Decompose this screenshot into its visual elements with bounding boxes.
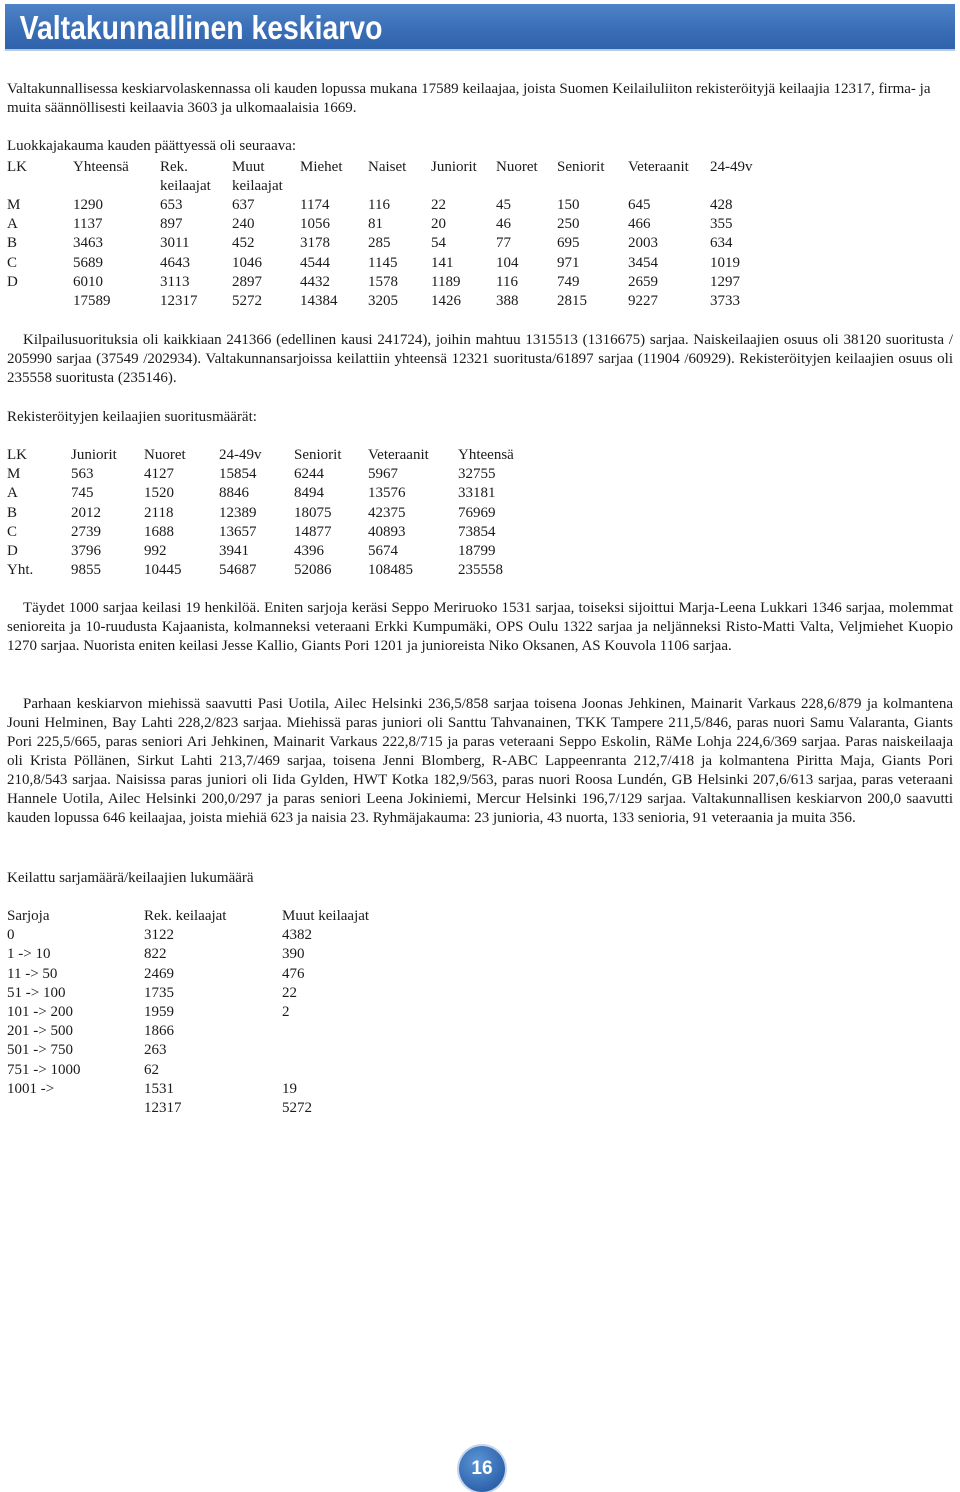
- column-header: Seniorit: [294, 447, 342, 463]
- table-cell: 1019: [710, 254, 740, 271]
- table-cell: 452: [232, 235, 255, 252]
- table-cell: 634: [710, 235, 733, 252]
- table-cell: B: [7, 235, 18, 252]
- table-cell: 141: [431, 254, 454, 271]
- table-cell: 637: [232, 197, 255, 213]
- registered-performances-heading: Rekisteröityjen keilaajien suoritusmäärät:: [7, 409, 257, 425]
- table-cell: 4396: [294, 542, 324, 559]
- table-cell: 17589: [73, 292, 111, 309]
- class-distribution-table: [7, 158, 780, 311]
- table-cell: 3454: [628, 254, 658, 271]
- table-cell: 11 -> 50: [7, 965, 58, 982]
- table-cell: 3941: [219, 542, 249, 559]
- series-count-heading: Keilattu sarjamäärä/keilaajien lukumäärä: [7, 870, 254, 886]
- table-row: [7, 504, 538, 523]
- table-row: [7, 561, 538, 580]
- table-cell: D: [7, 542, 18, 559]
- table-row: [7, 1061, 392, 1080]
- table-cell: 51 -> 100: [7, 984, 66, 1001]
- table-cell: 1189: [431, 273, 461, 290]
- table-cell: 971: [557, 254, 580, 271]
- table-cell: 3733: [710, 292, 740, 309]
- table-cell: 285: [368, 235, 391, 252]
- column-header: Seniorit: [557, 159, 605, 175]
- table-cell: 1137: [73, 216, 103, 233]
- column-header: Veteraanit: [368, 447, 429, 463]
- table-cell: 45: [496, 197, 511, 213]
- table-cell: 745: [71, 485, 94, 502]
- table-header-row: [7, 158, 780, 196]
- column-header: Muut keilaajat: [232, 159, 283, 194]
- table-row: [7, 484, 538, 503]
- column-header: 24-49v: [710, 159, 753, 175]
- table-cell: 13576: [368, 485, 406, 502]
- table-cell: 1145: [368, 254, 398, 271]
- table-cell: 822: [144, 946, 167, 963]
- table-cell: A: [7, 485, 18, 502]
- column-header: Juniorit: [431, 159, 477, 175]
- table-row: [7, 965, 392, 984]
- table-cell: 12317: [144, 1099, 182, 1116]
- table-cell: 22: [282, 984, 297, 1001]
- table-cell: 150: [557, 197, 580, 213]
- table-cell: 40893: [368, 523, 406, 540]
- table-cell: 42375: [368, 504, 406, 521]
- table-cell: 653: [160, 197, 183, 213]
- table-cell: 1578: [368, 273, 398, 290]
- table-cell: 1056: [300, 216, 330, 233]
- column-header: LK: [7, 159, 27, 175]
- table-cell: 388: [496, 292, 519, 309]
- table-cell: 22: [431, 197, 446, 213]
- table-cell: 19: [282, 1080, 297, 1097]
- table-cell: C: [7, 523, 18, 540]
- table-cell: 3011: [160, 235, 190, 252]
- table-cell: 15854: [219, 466, 257, 483]
- table-cell: 1959: [144, 1003, 174, 1020]
- table-cell: 12317: [160, 292, 198, 309]
- table-cell: [7, 1099, 144, 1118]
- column-header: Sarjoja: [7, 908, 50, 924]
- table-cell: 1290: [73, 197, 103, 213]
- table-cell: 54687: [219, 562, 257, 579]
- table-header-row: [7, 907, 392, 926]
- table-cell: 1297: [710, 273, 740, 290]
- table-cell: 33181: [458, 485, 496, 502]
- table-cell: 3205: [368, 292, 398, 309]
- table-cell: 1 -> 10: [7, 946, 51, 963]
- table-cell: M: [7, 197, 21, 213]
- table-cell: 749: [557, 273, 580, 290]
- table-cell: 5272: [232, 292, 262, 309]
- table-cell: 108485: [368, 562, 413, 579]
- table-cell: 201 -> 500: [7, 1023, 73, 1040]
- table-cell: 116: [496, 273, 518, 290]
- column-header: Rek. keilaajat: [144, 908, 227, 924]
- column-header: Yhteensä: [458, 447, 514, 463]
- table-row: [7, 292, 780, 311]
- table-cell: 428: [710, 197, 733, 213]
- table-row: [7, 215, 780, 234]
- table-cell: 992: [144, 542, 167, 559]
- table-cell: 46: [496, 216, 511, 233]
- table-cell: 3463: [73, 235, 103, 252]
- column-header: Miehet: [300, 159, 343, 175]
- table-row: [7, 1022, 392, 1041]
- class-distribution-heading: Luokkajakauma kauden päättyessä oli seuraava:: [7, 138, 297, 154]
- table-cell: 2897: [232, 273, 262, 290]
- table-cell: 1046: [232, 254, 262, 271]
- table-row: [7, 465, 538, 484]
- table-cell: 2815: [557, 292, 587, 309]
- table-cell: 2739: [71, 523, 101, 540]
- table-cell: [282, 1041, 392, 1060]
- table-cell: 1426: [431, 292, 461, 309]
- table-cell: 81: [368, 216, 383, 233]
- column-header: Nuoret: [144, 447, 186, 463]
- table-cell: 355: [710, 216, 733, 233]
- table-row: [7, 945, 392, 964]
- table-cell: 62: [144, 1061, 159, 1078]
- table-cell: A: [7, 216, 18, 233]
- table-cell: 695: [557, 235, 580, 252]
- table-cell: 466: [628, 216, 651, 233]
- table-cell: 3113: [160, 273, 190, 290]
- table-cell: 10445: [144, 562, 182, 579]
- table-cell: 2118: [144, 504, 174, 521]
- table-cell: 32755: [458, 466, 496, 483]
- column-header: Juniorit: [71, 447, 117, 463]
- table-cell: 18799: [458, 542, 496, 559]
- table-cell: 1688: [144, 523, 174, 540]
- table-cell: B: [7, 504, 18, 521]
- table-cell: 101 -> 200: [7, 1003, 73, 1020]
- table-header-row: [7, 446, 538, 465]
- table-cell: 1174: [300, 197, 330, 213]
- table-row: [7, 254, 780, 273]
- table-cell: 563: [71, 466, 94, 483]
- table-cell: 5689: [73, 254, 103, 271]
- table-row: [7, 926, 392, 945]
- full-series-paragraph: Täydet 1000 sarjaa keilasi 19 henkilöä. Eniten sarjoja keräsi Seppo Meriruoko 1531 sarjaa, toiseksi sijoittui Marja-Leena Lukkari 1346 sarjaa, molemmat senioreita ja 10-ruudusta Kajaanista, kolmanneksi veteraani Erkki Kumpumäki, OPS Oulu 1322 sarjaa ja neljänneksi Risto-Matti Valta, Veljmiehet Kuopio 1270 sarjaa. Nuorista eniten keilasi Jesse Kallio, Giants Pori 1201 ja junioreista Niko Oksanen, AS Kouvola 1106 sarjaa.: [7, 600, 953, 654]
- column-header: Veteraanit: [628, 159, 689, 175]
- table-cell: 1531: [144, 1080, 174, 1097]
- table-row: [7, 542, 538, 561]
- table-cell: 390: [282, 946, 305, 963]
- table-cell: 3796: [71, 542, 101, 559]
- table-cell: 4127: [144, 466, 174, 483]
- table-cell: 1735: [144, 984, 174, 1001]
- table-cell: 235558: [458, 562, 503, 579]
- best-average-paragraph: Parhaan keskiarvon miehissä saavutti Pasi Uotila, Ailec Helsinki 236,5/858 sarjaa toisena Joonas Jehkinen, Mainarit Varkaus 228,6/879 ja kolmantena Jouni Helminen, Bay Lahti 228,2/823 sarjaa. Miehissä paras juniori oli Santtu Tahvanainen, TKK Tampere 211,5/846, paras nuori Samu Valaranta, Giants Pori 225,5/665, paras seniori Ari Jehkinen, Mainarit Varkaus 222,8/715 ja paras veteraani Seppo Eskolin, RäMe Lohja 224,6/369 sarjaa. Paras naiskeilaaja oli Krista Pöllänen, Sirkut Lahti 213,7/469 sarjaa, toisena Jenni Blomberg, R-ABC Lappeenranta 212,7/418 ja kolmantena Piritta Maja, Giants Pori 210,8/543 sarjaa. Naisissa paras juniori oli Iida Gylden, HWT Kotka 182,9/563, paras nuori Roosa Lundén, GB Helsinki 207,6/613 sarjaa, paras veteraani Hannele Uotila, Ailec Helsinki 200,0/297 ja paras seniori Leena Jokiniemi, Mercur Helsinki 196,7/129 sarjaa. Valtakunnallisen keskiarvon 200,0 saavutti kauden lopussa 646 keilaajaa, joista miehiä 623 ja naisia 23. Ryhmäjakauma: 23 junioria, 43 nuorta, 133 senioria, 91 veteraania ja muita 356.: [7, 696, 953, 826]
- table-cell: [282, 1061, 392, 1080]
- table-cell: 6244: [294, 466, 324, 483]
- intro-paragraph: Valtakunnallisessa keskiarvolaskennassa oli kauden lopussa mukana 17589 keilaajaa, joista Suomen Keilailuliiton rekisteröityjä keilaajia 12317, firma- ja muita säännöllisesti keilaavia 3603 ja ulkomaalaisia 1669.: [7, 81, 931, 116]
- table-cell: 8494: [294, 485, 324, 502]
- table-cell: 14877: [294, 523, 332, 540]
- table-cell: 897: [160, 216, 183, 233]
- column-header: Naiset: [368, 159, 407, 175]
- table-row: [7, 984, 392, 1003]
- table-cell: 1866: [144, 1023, 174, 1040]
- table-cell: 6010: [73, 273, 103, 290]
- table-cell: 9855: [71, 562, 101, 579]
- table-cell: 73854: [458, 523, 496, 540]
- table-cell: 76969: [458, 504, 496, 521]
- table-cell: 3178: [300, 235, 330, 252]
- table-row: [7, 1041, 392, 1060]
- column-header: Nuoret: [496, 159, 538, 175]
- table-cell: 5967: [368, 466, 398, 483]
- column-header: Muut keilaajat: [282, 908, 370, 924]
- table-row: [7, 196, 780, 215]
- table-cell: D: [7, 273, 18, 290]
- table-cell: 4382: [282, 927, 312, 944]
- column-header: Rek. keilaajat: [160, 159, 211, 194]
- table-cell: 2469: [144, 965, 174, 982]
- column-header: Yhteensä: [73, 159, 129, 175]
- table-cell: 116: [368, 197, 390, 213]
- table-cell: 476: [282, 965, 305, 982]
- table-cell: 2: [282, 1003, 290, 1020]
- table-cell: Yht.: [7, 562, 34, 579]
- performances-paragraph: Kilpailusuorituksia oli kaikkiaan 241366 (edellinen kausi 241724), joihin mahtuu 1315513 (1316675) sarjaa. Naiskeilaajien osuus oli 38120 suoritusta / 205990 sarjaa (37549 /202934). Valtakunnansarjoissa keilattiin yhteensä 12321 suoritusta/61897 sarjaa (11904 /60929). Rekisteröityjen keilaajien osuus oli 235558 suoritusta (235146).: [7, 332, 953, 386]
- table-cell: 9227: [628, 292, 658, 309]
- table-cell: 14384: [300, 292, 338, 309]
- table-row: [7, 234, 780, 253]
- table-cell: 77: [496, 235, 511, 252]
- table-cell: 104: [496, 254, 519, 271]
- table-cell: 52086: [294, 562, 332, 579]
- table-row: [7, 1080, 392, 1099]
- table-cell: 2003: [628, 235, 658, 252]
- table-cell: M: [7, 466, 21, 483]
- table-cell: 0: [7, 927, 15, 944]
- table-row: [7, 523, 538, 542]
- table-cell: 4544: [300, 254, 330, 271]
- table-cell: 263: [144, 1042, 167, 1059]
- table-cell: 12389: [219, 504, 257, 521]
- column-header: LK: [7, 447, 27, 463]
- table-cell: 5272: [282, 1099, 312, 1116]
- table-cell: 5674: [368, 542, 398, 559]
- table-cell: 1001 ->: [7, 1080, 55, 1097]
- table-cell: 2659: [628, 273, 658, 290]
- column-header: 24-49v: [219, 447, 262, 463]
- table-row: [7, 1099, 392, 1118]
- table-cell: 18075: [294, 504, 332, 521]
- table-cell: 501 -> 750: [7, 1042, 73, 1059]
- table-cell: [282, 1022, 392, 1041]
- table-cell: 240: [232, 216, 255, 233]
- table-cell: 751 -> 1000: [7, 1061, 81, 1078]
- table-cell: 13657: [219, 523, 257, 540]
- series-count-table: [7, 907, 392, 1118]
- table-cell: 4432: [300, 273, 330, 290]
- table-cell: 54: [431, 235, 446, 252]
- table-cell: 8846: [219, 485, 249, 502]
- registered-performances-table: [7, 446, 538, 580]
- table-cell: 1520: [144, 485, 174, 502]
- page-number-badge: 16: [459, 1446, 505, 1492]
- table-row: [7, 1003, 392, 1022]
- table-cell: 4643: [160, 254, 190, 271]
- title-banner: [5, 4, 955, 49]
- table-cell: C: [7, 254, 18, 271]
- table-row: [7, 273, 780, 292]
- table-cell: 645: [628, 197, 651, 213]
- table-cell: 2012: [71, 504, 101, 521]
- table-cell: 20: [431, 216, 446, 233]
- table-cell: [7, 292, 73, 311]
- page-title: Valtakunnallinen keskiarvo: [19, 9, 383, 46]
- table-cell: 250: [557, 216, 580, 233]
- table-cell: 3122: [144, 927, 174, 944]
